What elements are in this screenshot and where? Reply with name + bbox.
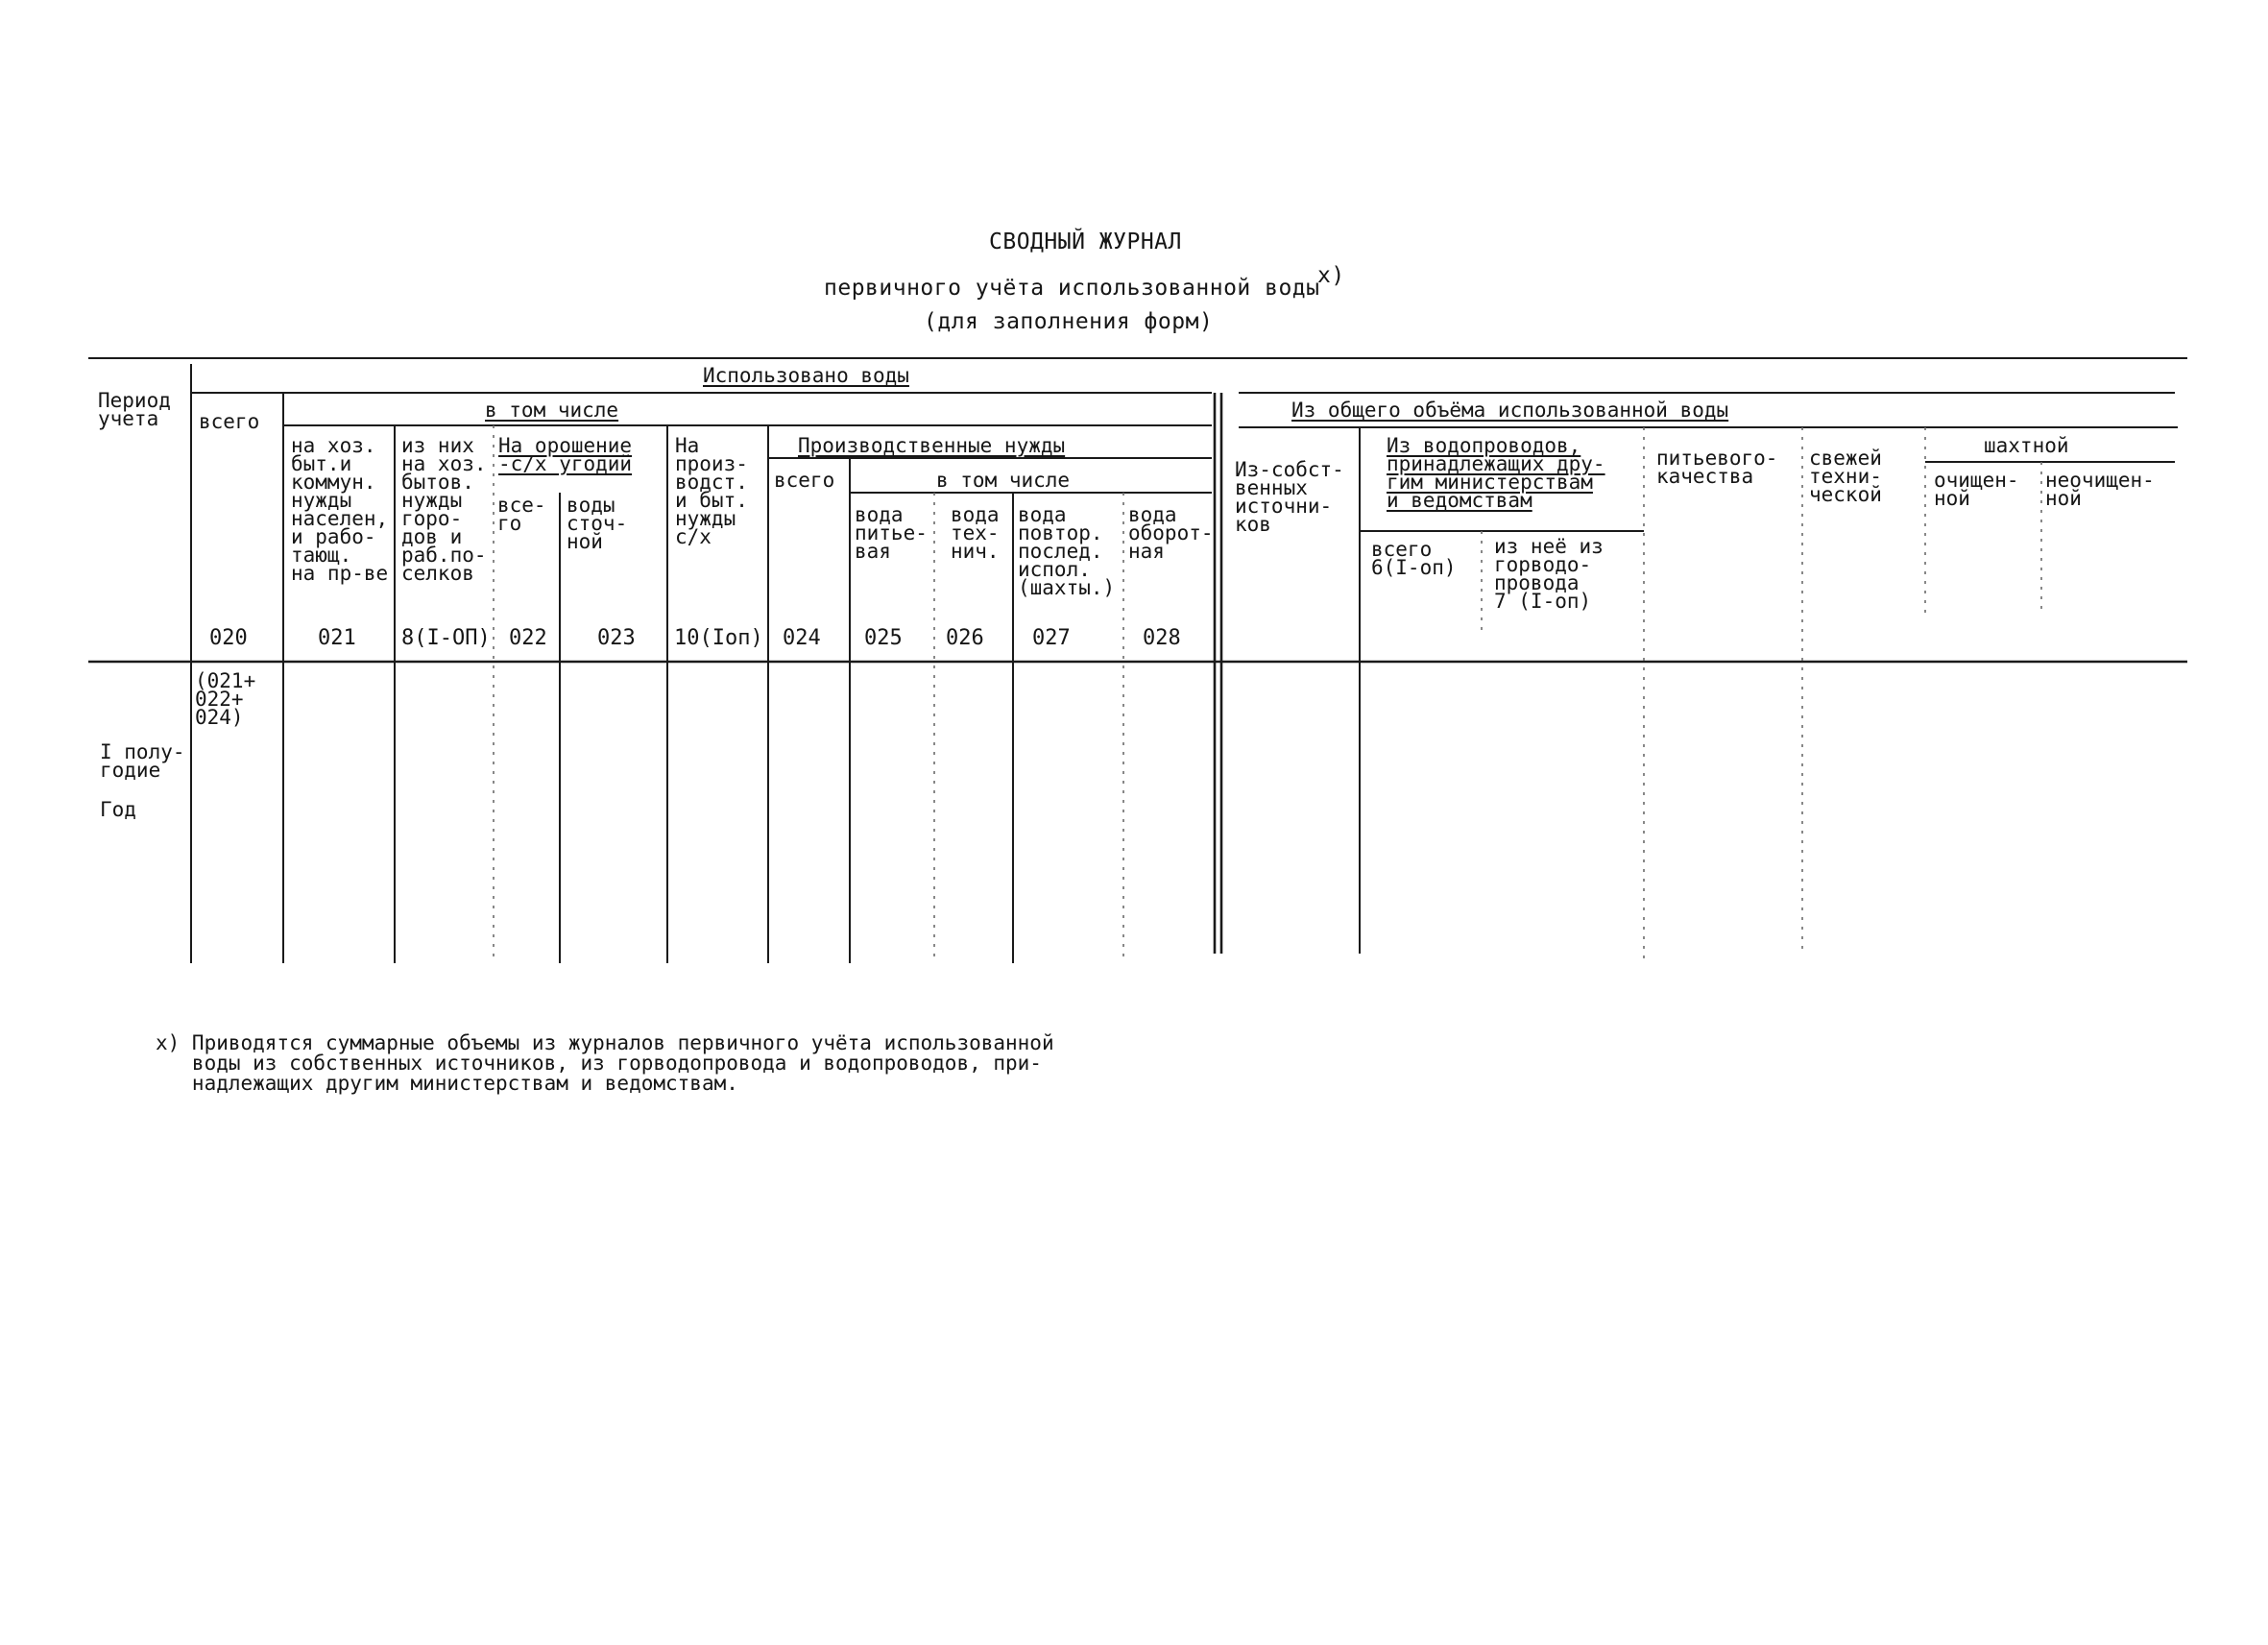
column-code: 028	[1143, 626, 1181, 650]
header-production-total: всего	[774, 469, 835, 492]
header-circulating-water: вода оборот- ная	[1128, 503, 1214, 563]
header-mine-uncleaned: неочищен- ной	[2045, 469, 2155, 510]
header-irrigation-wastewater: воды сточ- ной	[567, 494, 628, 553]
column-code: 027	[1032, 626, 1071, 650]
header-city-pipeline: из неё из горводо- провода 7 (I-оп)	[1494, 535, 1604, 613]
header-period: Период учета	[98, 389, 171, 430]
column-code: 021	[318, 626, 356, 650]
column-code: 026	[946, 626, 984, 650]
row-label-year: Год	[100, 798, 136, 821]
header-technical-water: вода тех- нич.	[951, 503, 1000, 563]
row-label-half-year: I полу- годие	[100, 740, 185, 782]
column-code: 024	[783, 626, 821, 650]
column-code: 023	[597, 626, 636, 650]
header-mine-water: шахтной	[1984, 434, 2069, 457]
header-drinking-quality: питьевого- качества	[1656, 447, 1778, 488]
header-including: в том числе	[485, 399, 619, 422]
header-household-needs: на хоз. быт.и коммун. нужды населен, и рабо- тающ. на пр-ве	[291, 434, 389, 585]
footnote-mark: x)	[1317, 263, 1345, 288]
total-formula: (021+ 022+ 024)	[195, 669, 256, 729]
document-title: СВОДНЫЙ ЖУРНАЛ	[989, 230, 1182, 254]
header-reused-water: вода повтор. послед. испол. (шахты.)	[1018, 503, 1116, 599]
column-code: 020	[209, 626, 248, 650]
header-fresh-technical: свежей техни- ческой	[1809, 447, 1882, 506]
header-irrigation-total: все- го	[497, 494, 546, 535]
column-code: 025	[864, 626, 903, 650]
header-irrigation: На орошение -с/х угодий	[498, 434, 633, 475]
header-pipelines: Из водопроводов, принадлежащих дру- гим министерствам и ведомствам	[1387, 434, 1605, 512]
header-of-them-household: из них на хоз. бытов. нужды горо- дов и раб.по- селков	[401, 434, 487, 585]
column-code: 10(Iоп)	[674, 626, 763, 650]
header-pipelines-total: всего 6(I-оп)	[1371, 538, 1457, 579]
column-code: 8(I-ОП)	[401, 626, 491, 650]
column-code: 022	[509, 626, 547, 650]
header-used-water: Использовано воды	[703, 364, 909, 387]
document-subtitle: первичного учёта использованной воды	[824, 276, 1320, 301]
header-production-needs: Производственные нужды	[798, 434, 1066, 457]
header-of-total-volume: Из общего объёма использованной воды	[1291, 399, 1729, 422]
footnote: x) Приводятся суммарные объемы из журналов первичного учёта использованной воды из собственных источников, из горводопровода и водопроводов, при- надлежащих другим министерствам и ведомствам.	[156, 1031, 1054, 1095]
header-total: всего	[199, 410, 260, 433]
header-agricultural-needs: На произ- водст. и быт. нужды с/х	[675, 434, 748, 548]
document-subtitle-2: (для заполнения форм)	[924, 309, 1214, 334]
header-mine-cleaned: очищен- ной	[1934, 469, 2019, 510]
header-own-sources: Из-собст- венных источни- ков	[1235, 458, 1344, 536]
header-production-including: в том числе	[936, 469, 1071, 492]
header-drinking-water: вода питье- вая	[855, 503, 928, 563]
